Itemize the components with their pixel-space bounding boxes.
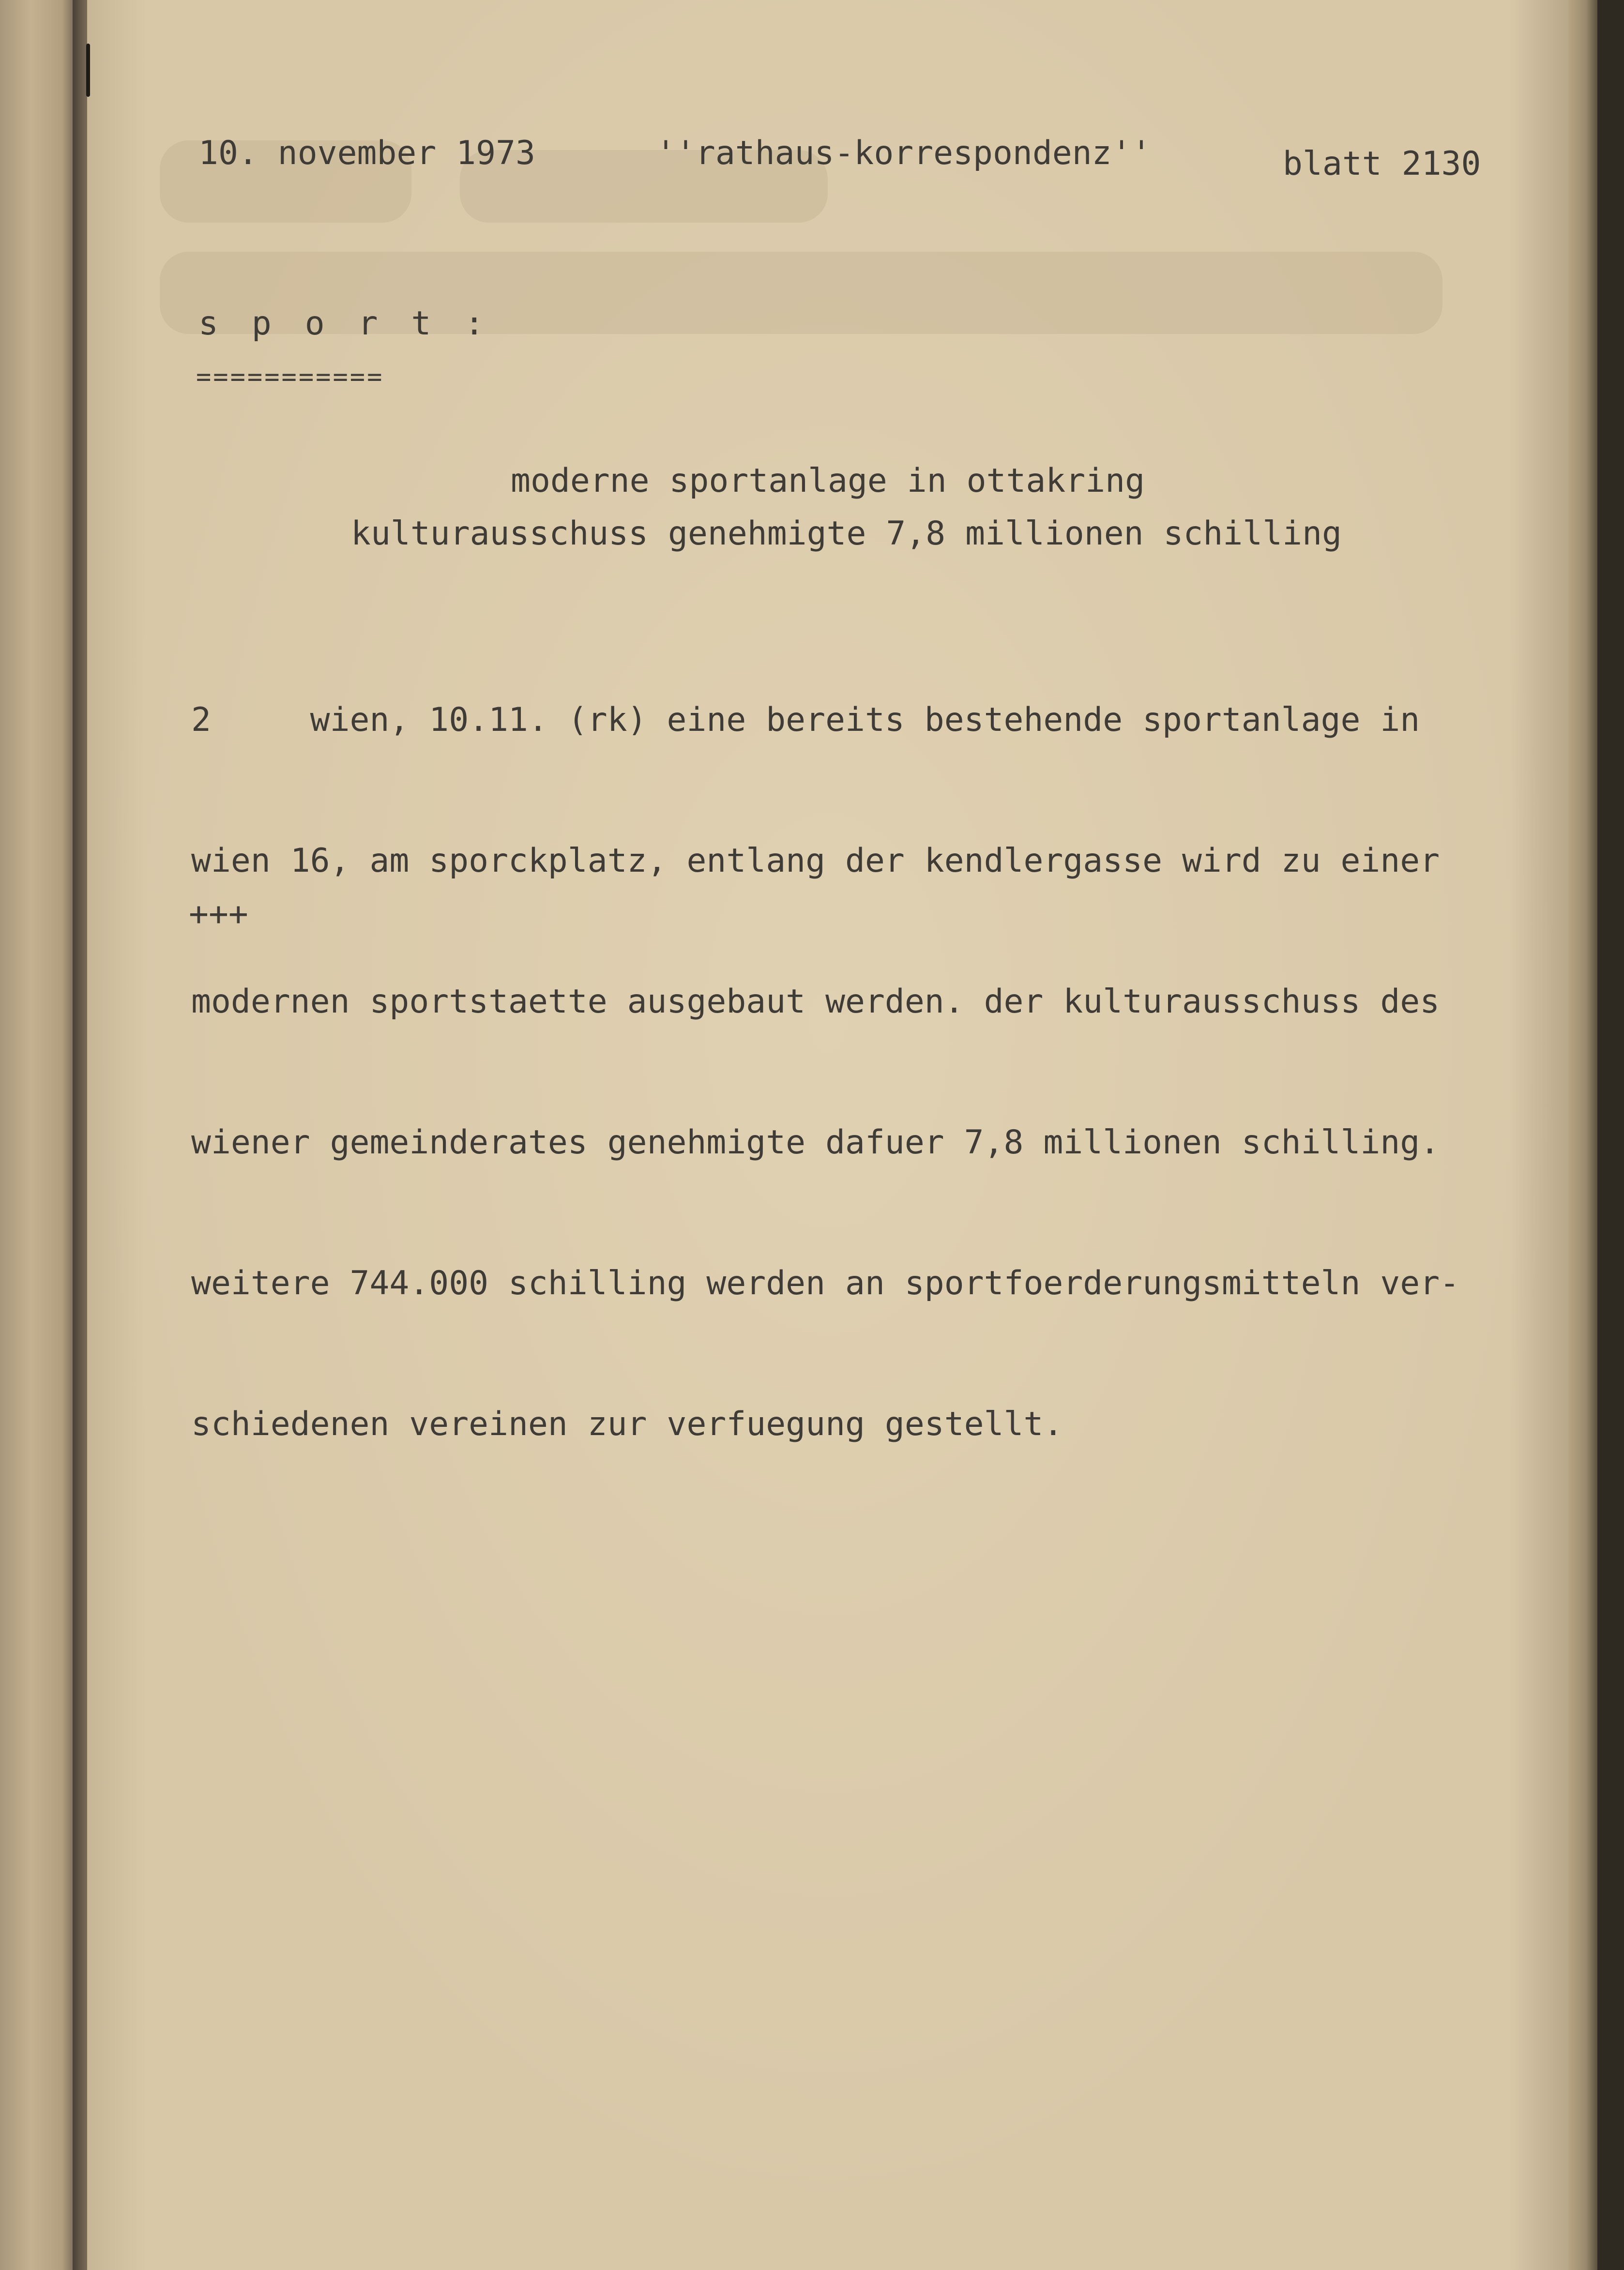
article-subtitle: kulturausschuss genehmigte 7,8 millionen schilling: [351, 515, 1342, 553]
article-line: wiener gemeinderates genehmigte dafuer 7,8 millionen schilling.: [191, 1123, 1440, 1162]
margin-mark: [86, 44, 90, 97]
article-line: weitere 744.000 schilling werden an sportfoerderungsmitteln ver-: [191, 1264, 1460, 1302]
stacked-pages-edge: [1568, 0, 1597, 2270]
article-line: modernen sportstaette ausgebaut werden. der kulturausschuss des: [191, 983, 1440, 1021]
end-mark: +++: [189, 895, 248, 933]
header-publication: ''rathaus-korrespondenz'': [656, 134, 1152, 172]
section-underline: ===========: [196, 363, 384, 392]
article-title: moderne sportanlage in ottakring: [511, 462, 1145, 500]
scan-background-edge: [1597, 0, 1624, 2270]
article-line: schiedenen vereinen zur verfuegung gestellt.: [191, 1405, 1063, 1443]
article-line: 2 wien, 10.11. (rk) eine bereits bestehende sportanlage in: [191, 701, 1420, 739]
header-date: 10. november 1973: [198, 134, 535, 172]
article-line: wien 16, am sporckplatz, entlang der kendlergasse wird zu einer: [191, 842, 1440, 880]
section-label: s p o r t :: [198, 304, 491, 343]
article-body: [191, 603, 1459, 1542]
previous-page-edge: [0, 0, 77, 2270]
header-sheet-number: blatt 2130: [1283, 145, 1481, 183]
